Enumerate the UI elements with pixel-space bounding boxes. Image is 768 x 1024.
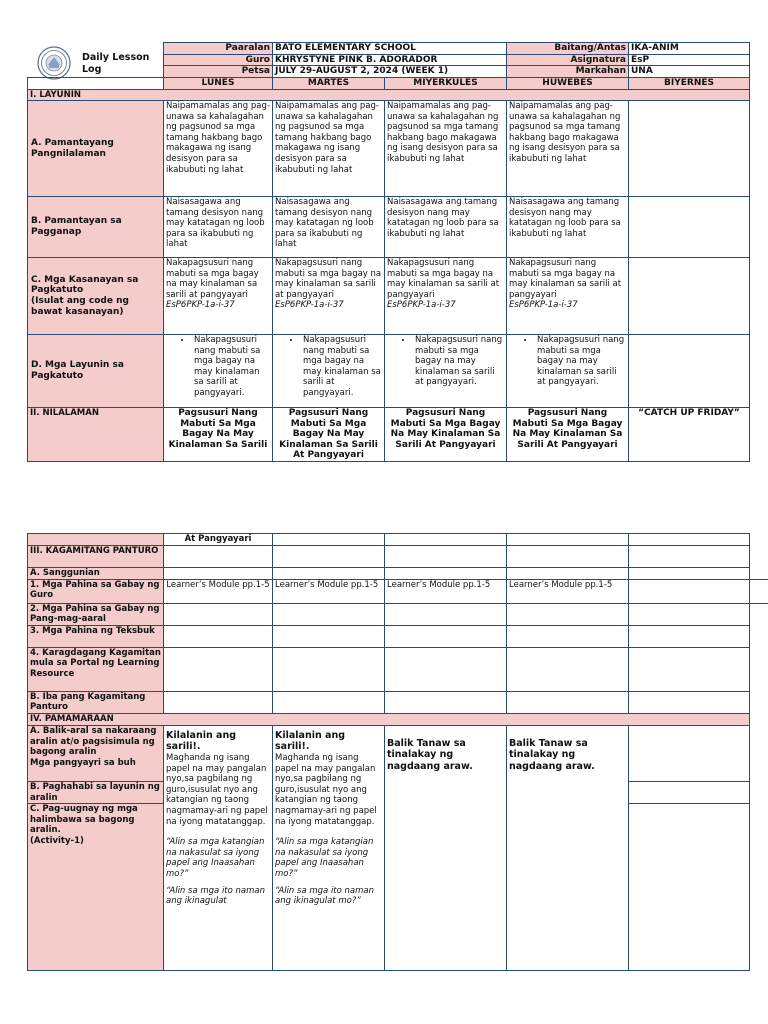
cell-blank xyxy=(385,647,507,691)
row-label-teksbuk: 3. Mga Pahina ng Teksbuk xyxy=(28,625,164,647)
module-lunes: Learner’s Module pp.1-5 xyxy=(164,579,273,603)
cell-blank xyxy=(273,567,385,579)
topic-biyernes: “CATCH UP FRIDAY” xyxy=(629,408,750,462)
topic-lunes: Pagsusuri Nang Mabuti Sa Mga Bagay Na May Kinalaman Sa Sarili xyxy=(164,408,273,462)
question-2: “Alin sa mga ito naman ang ikinagulat mo?” xyxy=(275,885,375,907)
cell-blank xyxy=(164,603,273,625)
lesson-log-table-page2 xyxy=(27,533,750,971)
question-1: “Alin sa mga katangian na nakasulat sa iyong papel ang Inaasahan mo?” xyxy=(275,837,374,879)
topic-huwebes: Pagsusuri Nang Mabuti Sa Mga Bagay Na May Kinalaman Sa Sarili At Pangyayari xyxy=(507,408,629,462)
cell-blank xyxy=(629,647,750,691)
cell-blank xyxy=(629,603,750,625)
lesson-log-table-page1 xyxy=(27,42,750,462)
row-label-pamantayang-pangnilalaman: A. Pamantayang Pangnilalaman xyxy=(28,101,164,197)
logo-area xyxy=(28,43,164,78)
row-label-portal: 4. Karagdagang Kagamitan mula sa Portal ng Learning Resource xyxy=(28,647,164,691)
cell-blank xyxy=(629,534,750,546)
cell-blank xyxy=(507,603,629,625)
header-value: EsP xyxy=(629,54,750,66)
header-value: IKA-ANIM xyxy=(629,43,750,55)
cell-blank xyxy=(507,545,629,567)
cell-blank xyxy=(507,625,629,647)
cell-huwebes: Nakapagsusuri nang mabuti sa mga bagay na may kinalaman sa sarili at pangyayari EsP6PKP-1a-i-37 xyxy=(507,258,629,335)
module-miyerkules: Learner’s Module pp.1-5 xyxy=(385,579,507,603)
cell-blank xyxy=(164,691,273,713)
cell-lunes: Naisasagawa ang tamang desisyon nang may katatagan ng loob para sa ikabubuti ng lahat xyxy=(164,197,273,258)
header-label: Paaralan xyxy=(164,43,273,55)
cell-blank xyxy=(385,603,507,625)
cell-martes: Nakapagsusuri nang mabuti sa mga bagay na may kinalaman sa sarili at pangyayari EsP6PKP-1a-i-37 xyxy=(273,258,385,335)
header-label: Guro xyxy=(164,54,273,66)
cell-huwebes: Naisasagawa ang tamang desisyon nang may katatagan ng loob para sa ikabubuti ng lahat xyxy=(507,197,629,258)
section-kagamitan: III. KAGAMITANG PANTURO xyxy=(28,545,164,567)
cell-blank xyxy=(164,625,273,647)
section-pamamaraan: IV. PAMAMARAAN xyxy=(28,713,750,725)
cell-blank xyxy=(629,804,750,971)
row-label-gabay-guro: 1. Mga Pahina sa Gabay ng Guro xyxy=(28,579,164,603)
topic-martes: Pagsusuri Nang Mabuti Sa Mga Bagay Na May Kinalaman Sa Sarili At Pangyayari xyxy=(273,408,385,462)
topic-miyerkules: Pagsusuri Nang Mabuti Sa Mga Bagay Na May Kinalaman Sa Sarili At Pangyayari xyxy=(385,408,507,462)
balik-tanaw: Balik Tanaw sa tinalakay ng nagdaang araw. xyxy=(509,737,595,772)
cell-lunes: Naipamamalas ang pag-unawa sa kahalagahan ng pagsunod sa mga tamang hakbang bago makagawa ng isang desisyon para sa ikabubuti ng lahat xyxy=(164,101,273,197)
row-label-gabay-mag-aaral: 2. Mga Pahina sa Gabay ng Pang-mag-aaral xyxy=(28,603,164,625)
cell-blank xyxy=(629,781,750,803)
cell-miyerkules: Nakapagsusuri nang mabuti sa mga bagay na may kinalaman sa sarili at pangyayari EsP6PKP-1a-i-37 xyxy=(385,258,507,335)
row-label-paguugnay: C. Pag-uugnay ng mga halimbawa sa bagong aralin. (Activity-1) xyxy=(28,804,164,971)
header-value: UNA xyxy=(629,66,750,78)
cell-blank xyxy=(273,545,385,567)
question-2: “Alin sa mga ito naman ang ikinagulat xyxy=(166,885,266,907)
procedure-huwebes xyxy=(507,725,629,970)
header-label: Asignatura xyxy=(507,54,629,66)
cell-miyerkules: Naisasagawa ang tamang desisyon nang may katatagan ng loob para sa ikabubuti ng lahat xyxy=(385,197,507,258)
row-label-balik-aral: A. Balik-aral sa nakaraang aralin at/o pagsisimula ng bagong aralin Mga pangyayri sa buh xyxy=(28,725,164,781)
cell-martes xyxy=(273,335,385,408)
day-header-huwebes: HUWEBES xyxy=(507,77,629,89)
cell-blank xyxy=(164,647,273,691)
cell-blank xyxy=(273,691,385,713)
activity-title: Kilalanin ang sarili!. xyxy=(166,729,237,753)
section-layunin: I. LAYUNIN xyxy=(28,89,750,101)
cell-huwebes: Naipamamalas ang pag-unawa sa kahalagahan ng pagsunod sa mga tamang hakbang bago makagawa ng isang desisyon para sa ikabubuti ng lahat xyxy=(507,101,629,197)
cell-blank xyxy=(629,691,750,713)
cell-miyerkules xyxy=(385,335,507,408)
module-martes: Learner’s Module pp.1-5 xyxy=(273,579,385,603)
cell-blank xyxy=(507,647,629,691)
cell-blank xyxy=(629,725,750,781)
header-value: JULY 29-AUGUST 2, 2024 (WEEK 1) xyxy=(273,66,507,78)
day-header-blank xyxy=(28,77,164,89)
activity-instruction: Maghanda ng isang papel na may pangalan nyo,sa pagbilang ng guro,isusulat nyo ang katangian ng taong nagmamay-ari ng papel na iyong matatanggap. xyxy=(275,752,377,827)
cell-blank xyxy=(385,691,507,713)
module-huwebes: Learner’s Module pp.1-5 xyxy=(507,579,629,603)
cell-blank xyxy=(629,567,750,579)
rule-line xyxy=(749,603,768,604)
header-label: Petsa xyxy=(164,66,273,78)
rule-line xyxy=(749,579,768,580)
row-label-sanggunian: A. Sanggunian xyxy=(28,567,164,579)
header-value: BATO ELEMENTARY SCHOOL xyxy=(273,43,507,55)
cell-blank xyxy=(629,545,750,567)
day-header-lunes: LUNES xyxy=(164,77,273,89)
cell-blank xyxy=(507,567,629,579)
bullet-item: • Nakapagsusuri nang mabuti sa mga bagay na may kinalaman sa sarili at pangyayari. xyxy=(535,335,626,388)
section-nilalaman: II. NILALAMAN xyxy=(28,408,164,462)
document-title: Daily Lesson Log xyxy=(82,52,150,75)
cell-blank xyxy=(385,545,507,567)
cell-blank xyxy=(273,625,385,647)
cell-blank xyxy=(385,625,507,647)
row-label-kasanayan: C. Mga Kasanayan sa Pagkatuto (Isulat ang code ng bawat kasanayan) xyxy=(28,258,164,335)
bullet-item: • Nakapagsusuri nang mabuti sa mga bagay na may kinalaman sa sarili at pangyayari. xyxy=(413,335,504,388)
balik-tanaw: Balik Tanaw sa tinalakay ng nagdaang araw. xyxy=(387,737,473,772)
cell-blank xyxy=(273,534,385,546)
cell-lunes: Nakapagsusuri nang mabuti sa mga bagay na may kinalaman sa sarili at pangyayari EsP6PKP-1a-i-37 xyxy=(164,258,273,335)
day-header-miyerkules: MIYERKULES xyxy=(385,77,507,89)
cell-biyernes xyxy=(629,258,750,335)
topic-carryover: At Pangyayari xyxy=(164,534,273,546)
day-header-biyernes: BIYERNES xyxy=(629,77,750,89)
activity-instruction: Maghanda ng isang papel na may pangalan nyo,sa pagbilang ng guro,isusulat nyo ang katangian ng taong nagmamay-ari ng papel na iyong matatanggap. xyxy=(166,752,268,827)
cell-huwebes xyxy=(507,335,629,408)
cell-blank xyxy=(164,567,273,579)
row-label-layunin-sa-pagkatuto: D. Mga Layunin sa Pagkatuto xyxy=(28,335,164,408)
question-1: “Alin sa mga katangian na nakasulat sa iyong papel ang Inaasahan mo?” xyxy=(166,837,265,879)
procedure-martes xyxy=(273,725,385,970)
cell-biyernes xyxy=(629,101,750,197)
cell-biyernes xyxy=(629,197,750,258)
cell-blank xyxy=(629,625,750,647)
cell-biyernes xyxy=(629,335,750,408)
cell-blank xyxy=(273,647,385,691)
cell-blank xyxy=(385,534,507,546)
bullet-item: • Nakapagsusuri nang mabuti sa mga bagay na may kinalaman sa sarili at pangyayari. xyxy=(301,335,382,399)
row-label-paghahabi: B. Paghahabi sa layunin ng aralin xyxy=(28,781,164,803)
activity-title: Kilalanin ang sarili!. xyxy=(275,729,346,753)
header-label: Markahan xyxy=(507,66,629,78)
cell-miyerkules: Naipamamalas ang pag-unawa sa kahalagahan ng pagsunod sa mga tamang hakbang bago makagawa ng isang desisyon para sa ikabubuti ng lahat xyxy=(385,101,507,197)
bullet-item: • Nakapagsusuri nang mabuti sa mga bagay na may kinalaman sa sarili at pangyayari. xyxy=(192,335,270,399)
cell-blank xyxy=(629,579,750,603)
row-label-pamantayan-sa-pagganap: B. Pamantayan sa Pagganap xyxy=(28,197,164,258)
procedure-lunes xyxy=(164,725,273,970)
cell-blank xyxy=(164,545,273,567)
row-label-iba-pang-kagamitan: B. Iba pang Kagamitang Panturo xyxy=(28,691,164,713)
cell-blank xyxy=(507,534,629,546)
cell-martes: Naipamamalas ang pag-unawa sa kahalagahan ng pagsunod sa mga tamang hakbang bago makagawa ng isang desisyon para sa ikabubuti ng lahat xyxy=(273,101,385,197)
cell-blank xyxy=(273,603,385,625)
procedure-miyerkules xyxy=(385,725,507,970)
cell-martes: Naisasagawa ang tamang desisyon nang may katatagan ng loob para sa ikabubuti ng lahat xyxy=(273,197,385,258)
cell-blank xyxy=(507,691,629,713)
header-value: KHRYSTYNE PINK B. ADORADOR xyxy=(273,54,507,66)
cell-blank xyxy=(385,567,507,579)
cell-label-blank xyxy=(28,534,164,546)
cell-lunes xyxy=(164,335,273,408)
day-header-martes: MARTES xyxy=(273,77,385,89)
header-label: Baitang/Antas xyxy=(507,43,629,55)
